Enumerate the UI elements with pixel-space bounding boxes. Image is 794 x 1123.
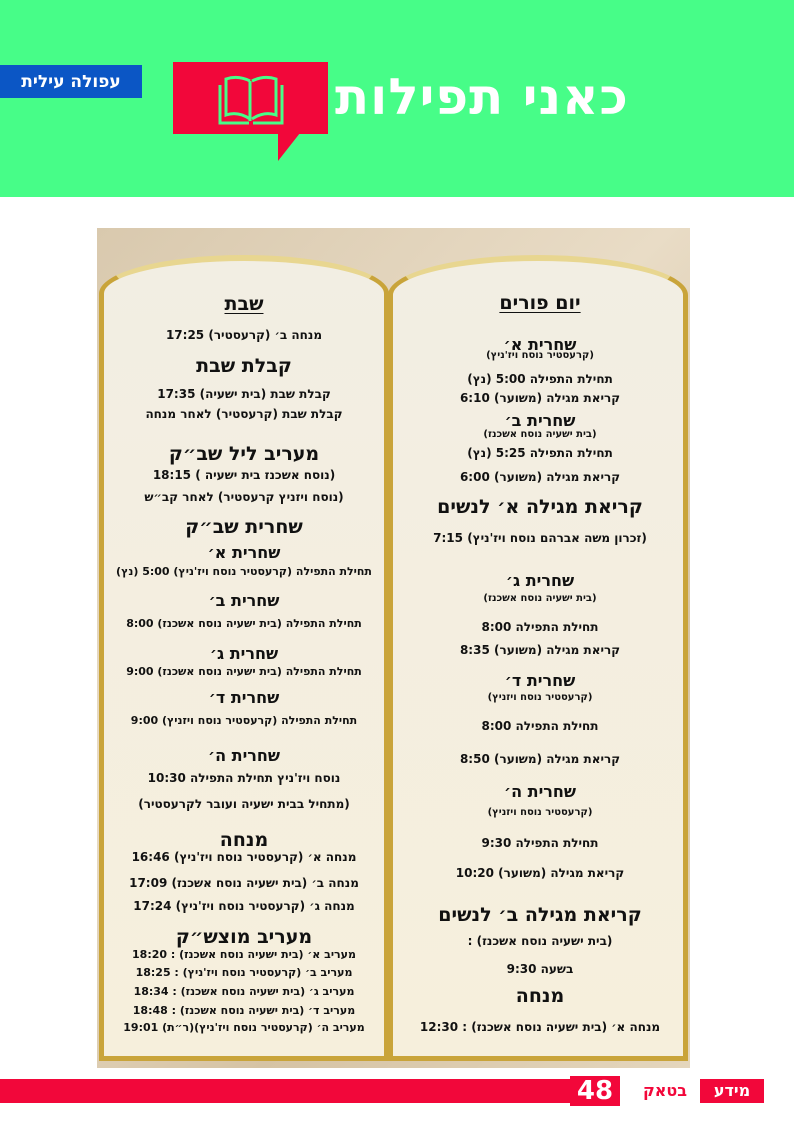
schedule-heading: שחרית ג׳ xyxy=(209,644,279,663)
schedule-row: (נוסח אשכנז בית ישעיה ) 18:15 xyxy=(152,468,336,482)
schedule-subtitle: (קרעסטיר נוסח ויזניץ) xyxy=(487,807,593,818)
section-tag: עפולה עילית xyxy=(0,65,142,98)
schedule-heading: שחרית ד׳ xyxy=(504,671,576,690)
footer-brand-part1: מידע xyxy=(700,1079,764,1103)
schedule-heading: קריאת מגילה ב׳ לנשים xyxy=(438,904,642,926)
schedule-row: (מתחיל בבית ישעיה ועובר לקרעסטיר) xyxy=(138,797,350,811)
schedule-heading: שחרית ה׳ xyxy=(207,746,281,765)
schedule-row: מנחה א׳ (בית ישעיה נוסח אשכנז) : 12:30 xyxy=(419,1020,661,1034)
schedule-heading: שחרית א׳ xyxy=(207,543,281,562)
schedule-row: קבלת שבת (בית ישעיה) 17:35 xyxy=(157,387,331,401)
schedule-row: מעריב א׳ (בית ישעיה נוסח אשכנז) : 18:20 xyxy=(132,948,356,961)
schedule-heading: שחרית שב״ק xyxy=(185,516,303,538)
footer-bar xyxy=(0,1079,570,1103)
schedule-heading: שחרית א׳ xyxy=(503,335,577,354)
column-title: יום פורים xyxy=(499,292,581,314)
schedule-subtitle: (בית ישעיה נוסח אשכנז) xyxy=(483,593,597,604)
schedule-row: מנחה א׳ (קרעסטיר נוסח ויז'ניץ) 16:46 xyxy=(131,850,357,864)
schedule-row: קריאת מגילה (משוער) 8:50 xyxy=(459,752,621,766)
schedule-row: תחילת התפילה (קרעסטיר נוסח ויזניץ) 9:00 xyxy=(130,714,358,727)
schedule-row: תחילת התפילה (קרעסטיר נוסח ויז'ניץ) 5:00 (נץ) xyxy=(116,565,372,578)
page-number: 48 xyxy=(570,1076,620,1106)
footer-brand-part2: בטאק xyxy=(642,1081,688,1100)
schedule-subtitle: (קרעסטיר נוסח ויזניץ) xyxy=(487,692,593,703)
schedule-subtitle: (בית ישעיה נוסח אשכנז) xyxy=(483,429,597,440)
schedule-heading: מעריב מוצש״ק xyxy=(175,926,313,948)
schedule-heading: קריאת מגילה א׳ לנשים xyxy=(437,496,643,518)
schedule-row: קריאת מגילה (משוער) 6:00 xyxy=(459,470,621,484)
schedule-heading: שחרית ב׳ xyxy=(208,591,280,610)
schedule-row: תחילת התפילה (בית ישעיה נוסח אשכנז) 8:00 xyxy=(126,617,362,630)
schedule-row: נוסח ויז'ניץ תחילת התפילה 10:30 xyxy=(147,771,341,785)
schedule-heading: שחרית ג׳ xyxy=(505,571,575,590)
speech-bubble-tail xyxy=(278,133,300,161)
schedule-heading: שחרית ב׳ xyxy=(504,411,576,430)
schedule-row: קבלת שבת (קרעסטיר) לאחר מנחה xyxy=(145,407,343,421)
schedule-row: בשעה 9:30 xyxy=(506,962,574,976)
schedule-heading: שחרית ה׳ xyxy=(503,782,577,801)
schedule-row: מנחה ב׳ (קרעסטיר) 17:25 xyxy=(165,328,323,342)
schedule-row: תחילת התפילה 5:00 (נץ) xyxy=(467,372,613,386)
schedule-heading: מנחה xyxy=(219,829,269,851)
schedule-row: (בית ישעיה נוסח אשכנז) : xyxy=(467,934,613,948)
schedule-heading: מנחה xyxy=(515,985,565,1007)
schedule-row: מעריב ה׳ (קרעסטיר נוסח ויז'ניץ)(ר״ת) 19:01 xyxy=(123,1021,365,1034)
schedule-heading: קבלת שבת xyxy=(196,355,292,377)
schedule-row: תחילת התפילה (בית ישעיה נוסח אשכנז) 9:00 xyxy=(126,665,362,678)
schedule-heading: שחרית ד׳ xyxy=(208,688,280,707)
schedule-row: מעריב ב׳ (קרעסטיר נוסח ויז'ניץ) : 18:25 xyxy=(135,966,353,979)
schedule-row: (נוסח ויזניץ קרעסטיר) לאחר קב״ש xyxy=(144,490,344,504)
schedule-row: קריאת מגילה (משוער) 10:20 xyxy=(455,866,625,880)
open-book-icon xyxy=(216,71,286,125)
schedule-row: קריאת מגילה (משוער) 6:10 xyxy=(459,391,621,405)
schedule-heading: מעריב ליל שב״ק xyxy=(168,443,320,465)
schedule-subtitle: (קרעסטיר נוסח ויז'ניץ) xyxy=(486,350,594,361)
schedule-row: תחילת התפילה 5:25 (נץ) xyxy=(467,446,613,460)
schedule-row: (זכרון משה אברהם נוסח ויז'ניץ) 7:15 xyxy=(433,531,647,545)
schedule-row: מעריב ד׳ (בית ישעיה נוסח אשכנז) : 18:48 xyxy=(132,1004,356,1017)
schedule-row: קריאת מגילה (משוער) 8:35 xyxy=(459,643,621,657)
schedule-row: מנחה ב׳ (בית ישעיה נוסח אשכנז) 17:09 xyxy=(129,876,359,890)
schedule-row: תחילת התפילה 8:00 xyxy=(481,719,599,733)
schedule-row: מעריב ג׳ (בית ישעיה נוסח אשכנז) : 18:34 xyxy=(133,985,355,998)
logo-speech-bubble xyxy=(173,62,328,134)
page-title: כאני תפילות xyxy=(335,68,629,126)
schedule-row: מנחה ג׳ (קרעסטיר נוסח ויז'ניץ) 17:24 xyxy=(133,899,355,913)
schedule-row: תחילת התפילה 8:00 xyxy=(481,620,599,634)
column-title: שבת xyxy=(224,293,264,315)
schedule-row: תחילת התפילה 9:30 xyxy=(481,836,599,850)
header-banner xyxy=(0,0,794,197)
